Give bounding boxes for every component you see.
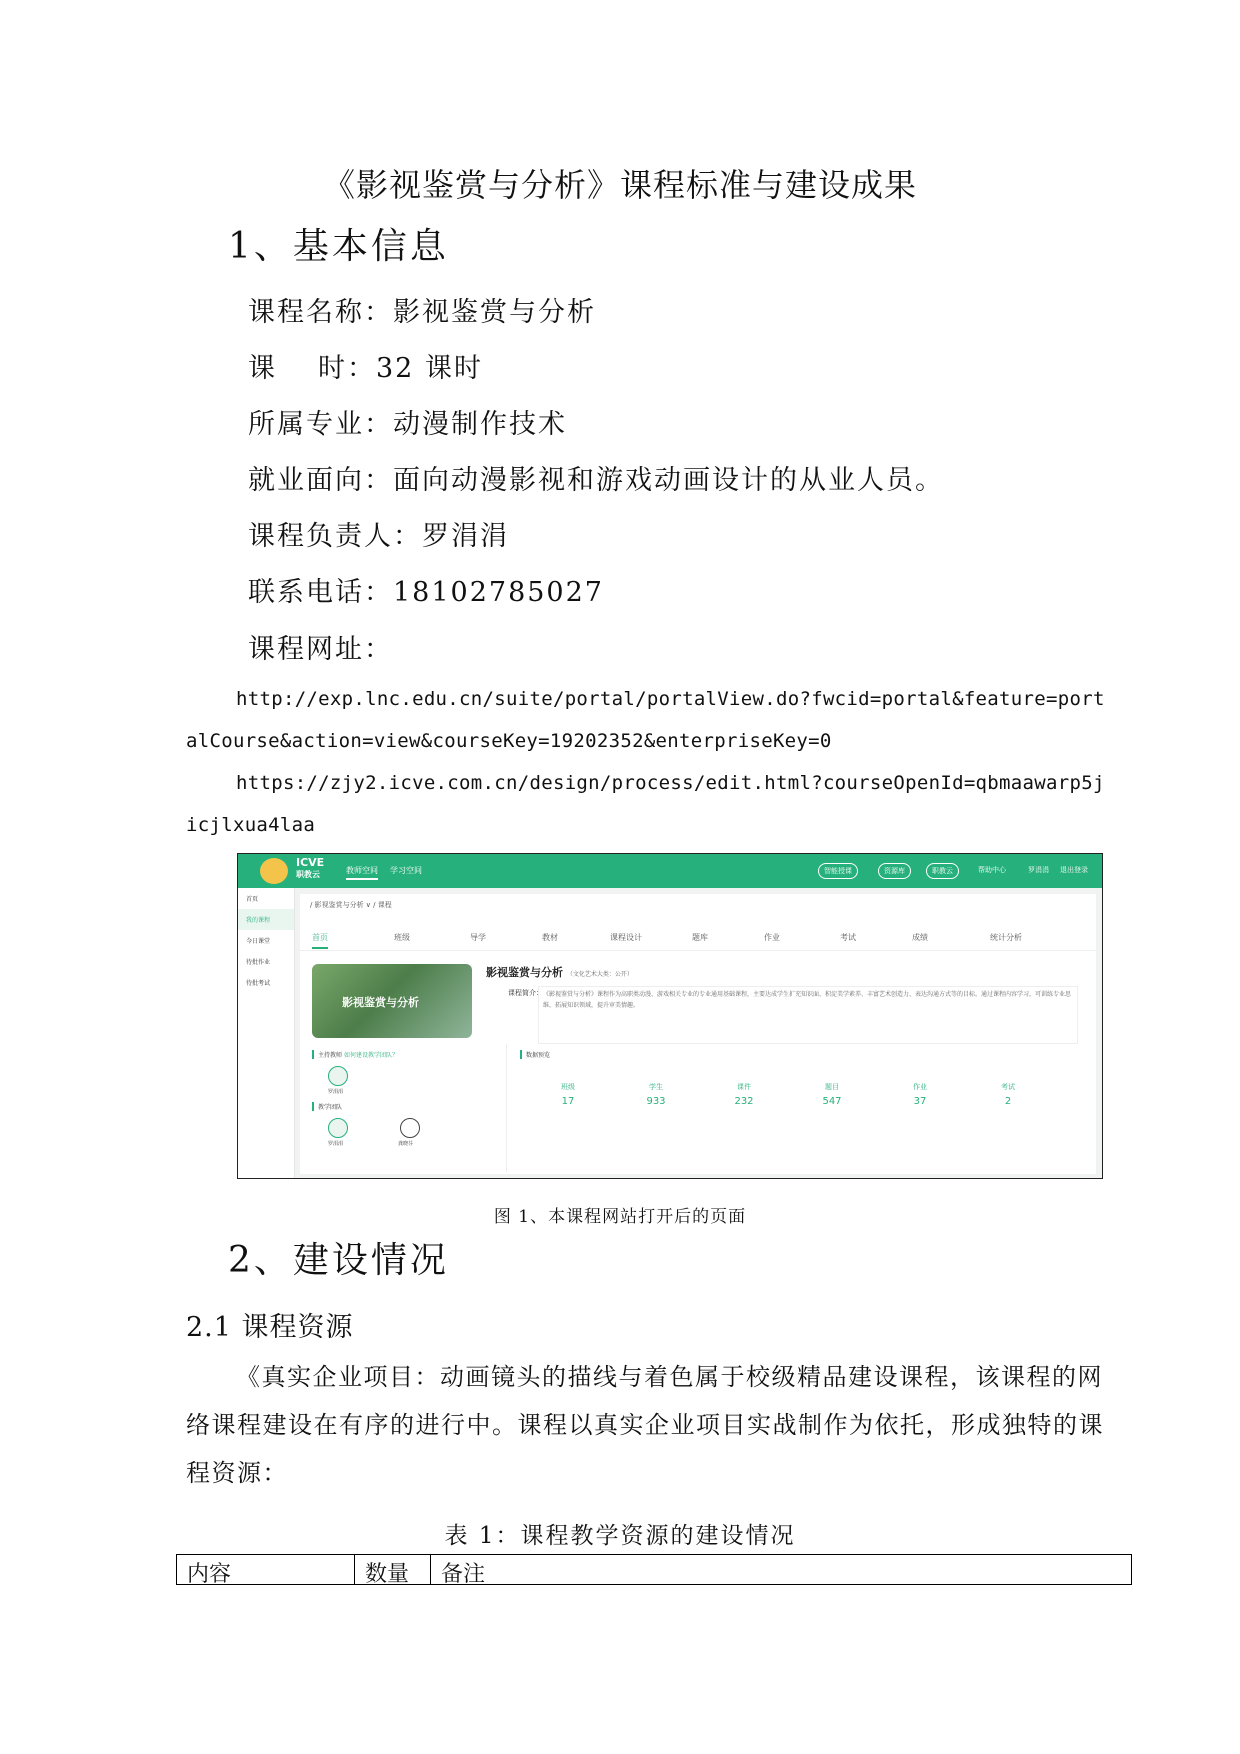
stat-value-students: 933 [646,1096,666,1107]
stat-value-questions: 547 [822,1096,842,1107]
pill-resource-library[interactable]: 资源库 [878,863,911,879]
table-header-notes: 备注 [441,1562,486,1587]
table-header-content: 内容 [177,1555,355,1584]
tab-question-bank[interactable]: 题库 [692,933,708,942]
paragraph-line: 程资源： [186,1459,288,1487]
tab-class[interactable]: 班级 [394,933,410,942]
subsection-heading-resources: 2.1 课程资源 [186,1312,354,1343]
course-url-1-line-2[interactable]: alCourse&action=view&courseKey=19202352&enterpriseKey=0 [186,730,832,752]
sidebar-item-today-class[interactable]: 今日课堂 [246,938,271,945]
host-teacher-heading: 主持教师 如何建设教学团队？ [312,1050,398,1059]
stat-value-courseware: 232 [734,1096,754,1107]
logout-link[interactable]: 退出登录 [1060,866,1088,874]
team-heading: 教学团队 [312,1102,342,1111]
stat-label-exams: 考试 [1001,1083,1015,1091]
course-url-1-line-1[interactable]: http://exp.lnc.edu.cn/suite/portal/portalView.do?fwcid=portal&feature=port [236,688,1105,710]
course-title: 影视鉴赏与分析 （文化艺术大类：公开） [486,966,633,979]
info-job: 就业面向：面向动漫影视和游戏动画设计的从业人员。 [248,465,944,496]
team-help-link[interactable]: 如何建设教学团队？ [343,1052,398,1059]
tab-textbook[interactable]: 教材 [542,933,558,942]
table-header-quantity: 数量 [355,1555,431,1584]
nav-learning-space[interactable]: 学习空间 [390,866,422,875]
resource-table-header-row [176,1554,1132,1585]
pill-smart-teaching[interactable]: 智能授课 [818,863,858,879]
sidebar-item-home[interactable]: 首页 [246,896,259,903]
icve-logo-icon [260,858,288,884]
figure-caption: 图 1、本课程网站打开后的页面 [493,1207,747,1227]
tab-exam[interactable]: 考试 [840,933,856,942]
info-hours-label: 课 [248,353,277,384]
paragraph-line: 《真实企业项目：动画镜头的描线与着色属于校级精品建设课程，该课程的网 [236,1363,1103,1391]
nav-teacher-space[interactable]: 教师空间 [346,865,378,880]
stat-label-courseware: 课件 [737,1083,751,1091]
avatar[interactable] [328,1066,348,1086]
stat-label-students: 学生 [649,1083,663,1091]
host-teacher-name: 罗涓涓 [328,1089,344,1095]
avatar[interactable] [400,1118,420,1138]
course-tabs [300,928,1096,951]
teacher-panel [306,1044,507,1172]
course-main-panel [300,894,1096,1174]
info-course-name: 课程名称：影视鉴赏与分析 [248,297,596,328]
info-owner: 课程负责人：罗涓涓 [248,521,509,552]
stat-value-exams: 2 [1004,1096,1012,1107]
tab-guide[interactable]: 导学 [470,933,486,942]
tab-homework[interactable]: 作业 [764,933,780,942]
course-website-screenshot [237,853,1103,1179]
breadcrumb[interactable]: / 影视鉴赏与分析 ∨ / 课程 [310,901,392,909]
help-center-link[interactable]: 帮助中心 [978,866,1006,874]
info-phone: 联系电话：18102785027 [248,577,604,608]
info-major: 所属专业：动漫制作技术 [248,409,567,440]
tab-home[interactable]: 首页 [312,932,328,949]
document-title: 《影视鉴赏与分析》课程标准与建设成果 [322,166,917,204]
course-cover-image: 影视鉴赏与分析 [312,964,472,1038]
table-caption: 表 1：课程教学资源的建设情况 [444,1523,796,1549]
stat-label-class: 班级 [561,1083,575,1091]
stat-label-homework: 作业 [913,1083,927,1091]
site-sidebar [238,888,295,1178]
user-name[interactable]: 罗涓涓 [1028,866,1049,874]
section-heading-basic-info: 1、基本信息 [228,226,449,267]
info-site-label: 课程网址： [248,634,393,665]
team-member-name: 龚晓芬 [398,1141,414,1147]
stat-value-homework: 37 [913,1096,927,1107]
info-hours-value: 时：32 课时 [318,353,483,384]
sidebar-item-my-courses[interactable]: 我的课程 [238,909,294,930]
avatar[interactable] [328,1118,348,1138]
course-url-2-line-1[interactable]: https://zjy2.icve.com.cn/design/process/edit.html?courseOpenId=qbmaawarp5j [236,772,1105,794]
paragraph-line: 络课程建设在有序的进行中。课程以真实企业项目实战制作为依托，形成独特的课 [186,1411,1104,1439]
site-brand: ICVE 职教云 [296,856,325,879]
section-heading-construction: 2、建设情况 [228,1240,449,1281]
pill-icve[interactable]: 职教云 [926,863,959,879]
tab-grades[interactable]: 成绩 [912,933,928,942]
sidebar-item-pending-exams[interactable]: 待批考试 [246,980,271,987]
course-url-2-line-2[interactable]: icjlxua4laa [186,814,316,836]
team-member-name: 罗涓涓 [328,1141,344,1147]
course-intro-label: 课程简介： [508,989,543,997]
tab-statistics[interactable]: 统计分析 [990,933,1022,942]
course-intro-text: 《影视鉴赏与分析》课程作为高职类动漫、游戏相关专业的专业通用基础课程，主要达成学生扩充知识面、积淀美学素养、丰富艺术创造力、表达沟通方式等的目标。通过课程内容学习，可训练专业思维，拓展知识领域，提升审美情趣。 [538,986,1078,1044]
data-preview-heading: 数据预览 [520,1050,550,1059]
sidebar-item-pending-homework[interactable]: 待批作业 [246,959,271,966]
stat-label-questions: 题目 [825,1083,839,1091]
tab-course-design[interactable]: 课程设计 [610,933,642,942]
stat-value-class: 17 [561,1096,575,1107]
site-top-bar [238,854,1102,888]
